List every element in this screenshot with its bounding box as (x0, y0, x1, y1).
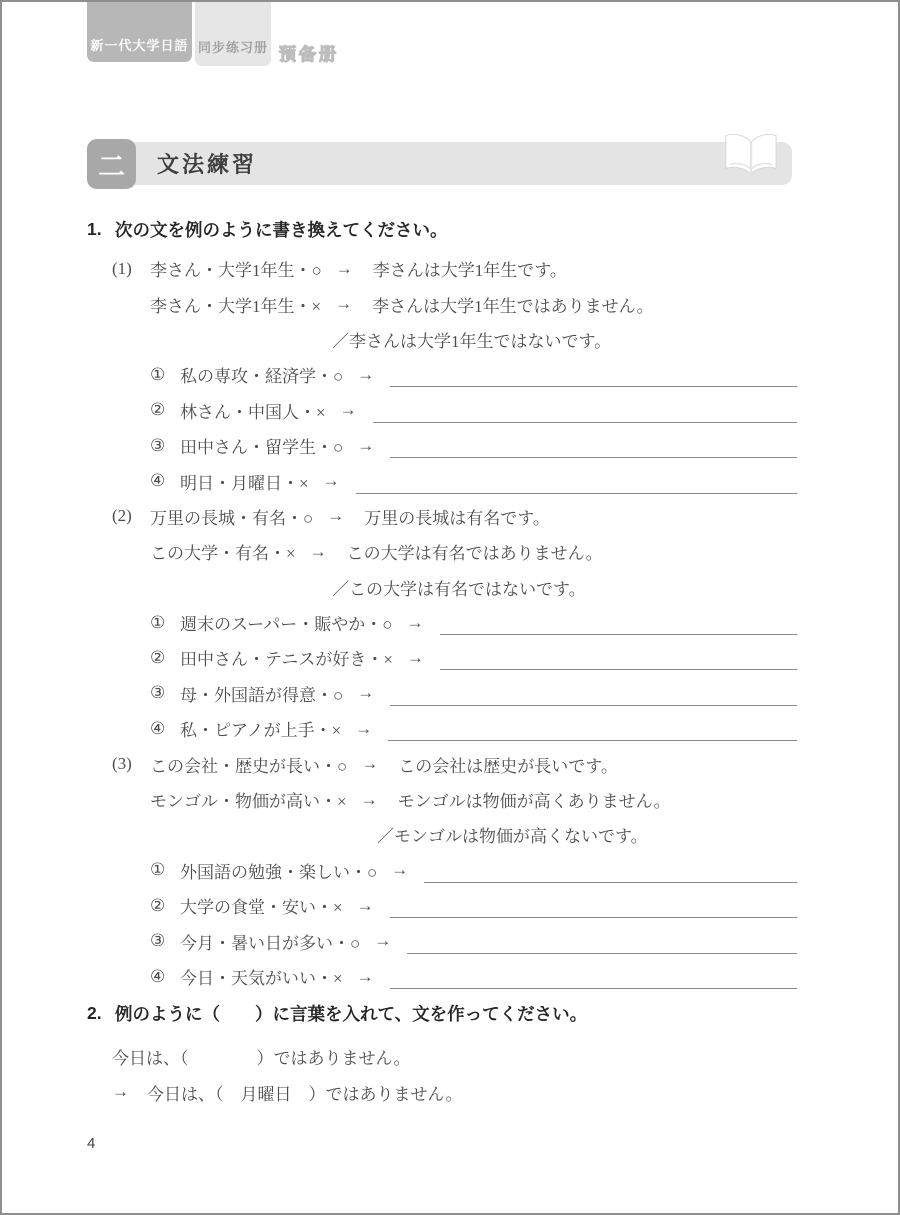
arrow-icon: → (361, 754, 379, 774)
item-number: ③ (150, 683, 166, 703)
answer-blank[interactable] (390, 893, 797, 918)
fill-in-row (2, 428, 900, 463)
example-answer: この大学は有名ではありません。 (346, 544, 603, 564)
example-answer: 万里の長城は有名です。 (364, 508, 550, 528)
answer-blank[interactable] (390, 362, 797, 387)
example-row (2, 251, 900, 286)
item-number: ③ (150, 931, 166, 951)
arrow-icon: → (406, 612, 424, 632)
example-prompt: 万里の長城・有名・○ (150, 508, 314, 528)
arrow-icon: → (327, 506, 345, 526)
section-header-bar (87, 142, 792, 185)
example-sentence: 今日は、（ ）ではありません。 (112, 1048, 411, 1068)
item-number: ② (150, 400, 166, 420)
example-row (2, 746, 900, 781)
example-answer: モンゴルは物価が高くありません。 (397, 792, 671, 812)
example-row (2, 534, 900, 569)
answer-blank[interactable] (424, 858, 797, 883)
arrow-icon: → (374, 931, 392, 951)
item-prompt: 明日・月曜日・× (180, 473, 309, 493)
fill-in-row (2, 888, 900, 923)
item-number: ② (150, 647, 166, 667)
item-number: ① (150, 612, 166, 632)
fill-in-row (2, 605, 900, 640)
example-row (2, 782, 900, 817)
item-number: ① (150, 860, 166, 880)
item-prompt: 林さん・中国人・× (180, 402, 326, 422)
example-alt-answer: ／モンゴルは物価が高くないです。 (377, 827, 648, 847)
example-alt-answer: ／李さんは大学1年生ではないです。 (332, 331, 612, 351)
fill-in-row (2, 959, 900, 994)
arrow-icon: → (339, 400, 357, 420)
arrow-icon: → (357, 364, 375, 384)
series-title-label: 新一代大学日語 (90, 38, 189, 53)
item-number: ③ (150, 435, 166, 455)
exercise1-instruction-text: 次の文を例のように書き換えてください。 (115, 219, 448, 240)
example-row (2, 1074, 900, 1110)
example-prompt: 李さん・大学1年生・○ (150, 261, 322, 281)
fill-in-row (2, 393, 900, 428)
item-prompt: 私の専攻・経済学・○ (180, 367, 344, 387)
page-content (2, 207, 900, 1110)
example-prompt: この会社・歴史が長い・○ (150, 756, 348, 776)
item-prompt: 外国語の勉強・楽しい・○ (180, 862, 378, 882)
example-row (2, 499, 900, 534)
exercise2-instruction (2, 996, 900, 1030)
example-answer: 今日は、（ 月曜日 ）ではありません。 (147, 1084, 463, 1104)
series-title-tab (87, 2, 192, 62)
fill-in-row (2, 923, 900, 958)
arrow-icon: → (357, 435, 375, 455)
item-prompt: 田中さん・テニスが好き・× (180, 650, 393, 670)
group-number: (3) (112, 754, 132, 774)
example-row (2, 1038, 900, 1074)
example-alt-row (2, 570, 900, 605)
arrow-icon: → (406, 647, 424, 667)
open-book-icon (722, 129, 780, 186)
answer-blank[interactable] (373, 398, 797, 423)
book-title-tab (195, 2, 271, 66)
item-prompt: 今日・天気がいい・× (180, 969, 343, 988)
answer-blank[interactable] (356, 469, 797, 494)
fill-in-row (2, 640, 900, 675)
answer-blank[interactable] (440, 645, 797, 670)
example-alt-answer: ／この大学は有名ではないです。 (332, 579, 586, 599)
example-row (2, 286, 900, 321)
arrow-icon: → (322, 471, 340, 491)
section-number-badge: 二 (87, 139, 136, 189)
arrow-icon: → (335, 294, 353, 314)
item-prompt: 今月・暑い日が多い・○ (180, 933, 361, 953)
book-title-label: 同步练习册 (197, 40, 268, 55)
example-answer: 李さんは大学1年生ではありません。 (372, 296, 654, 316)
arrow-icon: → (357, 683, 375, 703)
exercise2-instruction-text: 例のように（ ）に言葉を入れて、文を作ってください。 (115, 1003, 588, 1024)
item-number: ④ (150, 471, 166, 491)
answer-blank[interactable] (388, 716, 797, 741)
group-number: (2) (112, 506, 132, 526)
item-prompt: 田中さん・留学生・○ (180, 438, 344, 458)
section-title: 文法練習 (157, 152, 258, 177)
answer-blank[interactable] (390, 964, 797, 989)
item-prompt: 母・外国語が得意・○ (180, 685, 344, 705)
answer-blank[interactable] (390, 433, 797, 458)
fill-in-row (2, 463, 900, 498)
fill-in-row (2, 676, 900, 711)
example-alt-row (2, 322, 900, 357)
group-number: (1) (112, 258, 132, 278)
answer-blank[interactable] (440, 610, 797, 635)
arrow-icon: → (356, 966, 374, 986)
arrow-icon: → (335, 258, 353, 278)
item-number: ② (150, 895, 166, 915)
example-answer: この会社は歴史が長いです。 (398, 756, 618, 776)
exercise1-instruction (2, 207, 900, 251)
arrow-icon: → (360, 789, 378, 809)
item-number: ④ (150, 966, 166, 986)
exercise1-number: 1. (87, 218, 102, 239)
page-number: 4 (87, 1135, 96, 1152)
arrow-icon: → (112, 1082, 129, 1102)
item-prompt: 私・ピアノが上手・× (180, 721, 342, 741)
example-answer: 李さんは大学1年生です。 (372, 261, 567, 281)
example-prompt: モンゴル・物価が高い・× (150, 792, 347, 812)
example-prompt: 李さん・大学1年生・× (150, 296, 322, 316)
fill-in-row (2, 853, 900, 888)
arrow-icon: → (309, 541, 327, 561)
arrow-icon: → (355, 718, 373, 738)
arrow-icon: → (356, 895, 374, 915)
answer-blank[interactable] (407, 929, 797, 954)
item-prompt: 週末のスーパー・賑やか・○ (180, 615, 393, 635)
volume-badge: 预备册 (279, 45, 339, 64)
item-prompt: 大学の食堂・安い・× (180, 898, 343, 918)
example-prompt: この大学・有名・× (150, 544, 296, 564)
fill-in-row (2, 357, 900, 392)
arrow-icon: → (391, 860, 409, 880)
example-alt-row (2, 817, 900, 852)
item-number: ④ (150, 718, 166, 738)
answer-blank[interactable] (390, 681, 797, 706)
item-number: ① (150, 364, 166, 384)
fill-in-row (2, 711, 900, 746)
exercise2-number: 2. (87, 1002, 102, 1023)
